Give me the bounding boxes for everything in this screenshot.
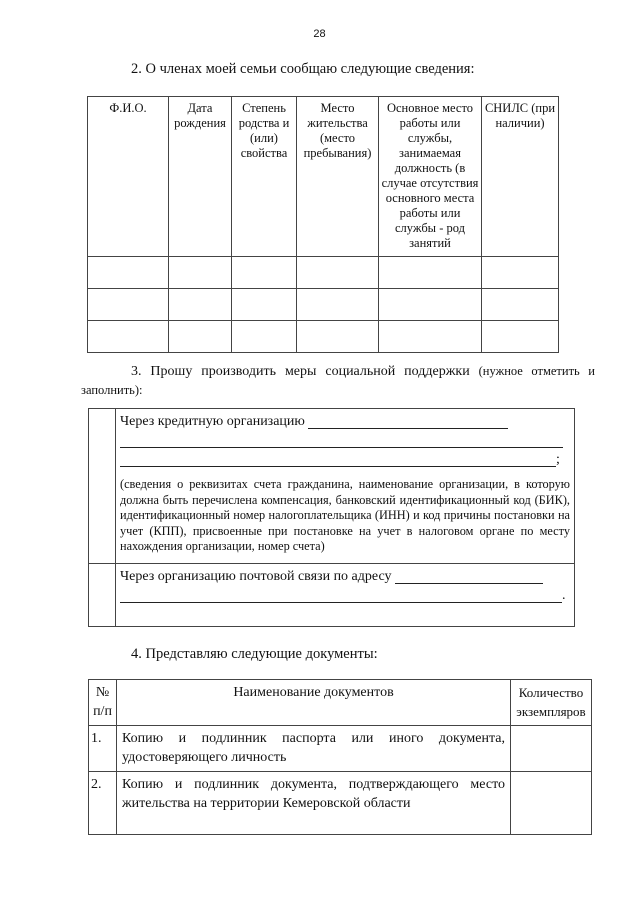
cell[interactable] <box>297 257 379 289</box>
family-table <box>87 96 559 353</box>
cell[interactable] <box>482 257 559 289</box>
checkbox-cell-post[interactable] <box>89 564 116 627</box>
cell[interactable] <box>482 321 559 353</box>
section4-heading: 4. Представляю следующие документы: <box>131 646 378 662</box>
col-header: Степень родства и (или) свойства <box>232 97 297 257</box>
cell[interactable] <box>379 321 482 353</box>
table-header-row <box>89 680 592 726</box>
row-count[interactable] <box>511 726 592 772</box>
payment-method-table <box>88 408 575 627</box>
option-row-bank <box>89 409 575 564</box>
col-header: Дата рождения <box>169 97 232 257</box>
cell[interactable] <box>297 321 379 353</box>
cell[interactable] <box>88 289 169 321</box>
cell[interactable] <box>297 289 379 321</box>
col-header-num: № п/п <box>89 680 117 726</box>
table-row <box>89 726 592 772</box>
post-address-field[interactable] <box>395 569 543 584</box>
row-num: 1. <box>89 726 117 772</box>
section3-heading-note: (нужное отметить и заполнить): <box>81 364 595 397</box>
table-row <box>88 257 559 289</box>
cell[interactable] <box>232 289 297 321</box>
option-bank-label: Через кредитную организацию <box>120 414 305 429</box>
row-doc-name: Копию и подлинник паспорта или иного документа, удостоверяющего личность <box>117 726 511 772</box>
post-address-line2[interactable] <box>120 588 562 603</box>
cell[interactable] <box>232 257 297 289</box>
section3-heading <box>81 362 595 400</box>
option-row-post <box>89 564 575 627</box>
checkbox-cell-bank[interactable] <box>89 409 116 564</box>
cell[interactable] <box>169 257 232 289</box>
col-header-name: Наименование документов <box>117 680 511 726</box>
bank-field-line3[interactable] <box>120 452 556 467</box>
page-number: 28 <box>313 28 326 40</box>
col-header: Место жительства (место пребывания) <box>297 97 379 257</box>
bank-field[interactable] <box>308 414 508 429</box>
section2-heading: 2. О членах моей семьи сообщаю следующие сведения: <box>131 61 475 77</box>
row-doc-name: Копию и подлинник документа, подтверждающего место жительства на территории Кемеровской области <box>117 772 511 835</box>
cell[interactable] <box>232 321 297 353</box>
documents-table <box>88 679 592 835</box>
row-count[interactable] <box>511 772 592 835</box>
col-header: Основное место работы или службы, занимаемая должность (в случае отсутствия основного места работы или службы - род занятий <box>379 97 482 257</box>
row-num: 2. <box>89 772 117 835</box>
bank-field-line2[interactable] <box>120 433 563 448</box>
table-header-row <box>88 97 559 257</box>
period: . <box>562 588 566 603</box>
option-post-label: Через организацию почтовой связи по адресу <box>120 569 392 584</box>
table-row <box>88 289 559 321</box>
table-row <box>88 321 559 353</box>
bank-details-note: (сведения о реквизитах счета гражданина, наименование организации, в которую должна быть перечислена компенсация, банковский идентификационный код (БИК), идентификационный номер налогоплательщика (ИНН) и код причины постановки на учет (КПП), присвоенные при постановке на учет в налоговом органе по месту нахождения организации, номер счета) <box>120 477 570 553</box>
cell[interactable] <box>169 321 232 353</box>
section3-heading-text: 3. Прошу производить меры социальной поддержки <box>131 364 470 379</box>
cell[interactable] <box>88 257 169 289</box>
cell[interactable] <box>379 289 482 321</box>
semicolon: ; <box>556 452 560 467</box>
cell[interactable] <box>379 257 482 289</box>
cell[interactable] <box>169 289 232 321</box>
cell[interactable] <box>482 289 559 321</box>
col-header: СНИЛС (при наличии) <box>482 97 559 257</box>
col-header-count: Количество экземпляров <box>511 680 592 726</box>
col-header: Ф.И.О. <box>88 97 169 257</box>
cell[interactable] <box>88 321 169 353</box>
table-row <box>89 772 592 835</box>
